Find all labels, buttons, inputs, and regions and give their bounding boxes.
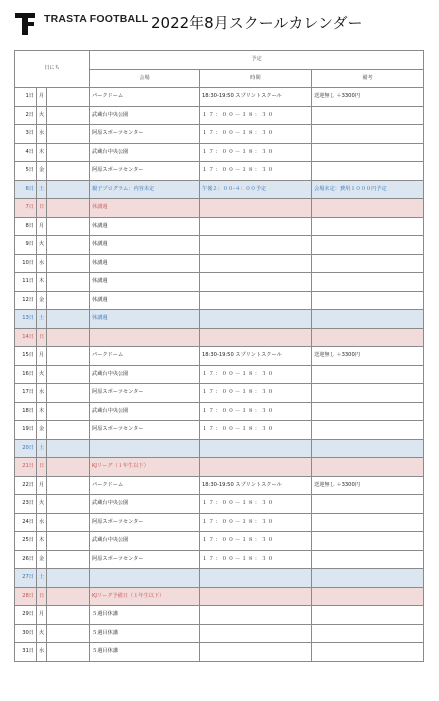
- day-cell: 1日: [15, 88, 37, 107]
- day-cell: 7日: [15, 199, 37, 218]
- venue-cell: KJリーグ（１年生以下）: [90, 458, 200, 477]
- day-cell: 30日: [15, 624, 37, 643]
- time-cell: [200, 273, 312, 292]
- weekday-cell: 金: [37, 550, 47, 569]
- table-row: [15, 162, 424, 181]
- time-cell: 18:30-19:50 スプリントスクール: [200, 88, 312, 107]
- venue-cell: 阿原スポーツセンター: [90, 550, 200, 569]
- weekday-cell: 金: [37, 291, 47, 310]
- time-cell: １７：００－１８：３０: [200, 495, 312, 514]
- venue-cell: KJリーグ予備日（１年生以下）: [90, 587, 200, 606]
- table-row: [15, 384, 424, 403]
- blank-cell: [47, 125, 90, 144]
- day-cell: 21日: [15, 458, 37, 477]
- weekday-cell: 火: [37, 236, 47, 255]
- time-cell: １７：００－１８：３０: [200, 143, 312, 162]
- note-header: 備考: [312, 69, 424, 88]
- weekday-cell: 土: [37, 569, 47, 588]
- time-cell: [200, 587, 312, 606]
- blank-cell: [47, 199, 90, 218]
- note-cell: [312, 106, 424, 125]
- venue-cell: ５週目休講: [90, 643, 200, 662]
- blank-cell: [47, 476, 90, 495]
- page-title: 2022年8月スクールカレンダー: [151, 14, 363, 32]
- weekday-cell: 火: [37, 365, 47, 384]
- blank-cell: [47, 310, 90, 329]
- time-cell: １７：００－１８：３０: [200, 421, 312, 440]
- day-header: 日にち: [15, 51, 90, 88]
- time-header: 時間: [200, 69, 312, 88]
- weekday-cell: 月: [37, 606, 47, 625]
- venue-cell: 休講週: [90, 217, 200, 236]
- venue-header: 会場: [90, 69, 200, 88]
- note-cell: [312, 421, 424, 440]
- weekday-cell: 日: [37, 458, 47, 477]
- day-cell: 16日: [15, 365, 37, 384]
- note-cell: [312, 199, 424, 218]
- table-row: [15, 550, 424, 569]
- table-row: [15, 310, 424, 329]
- weekday-cell: 月: [37, 88, 47, 107]
- note-cell: [312, 439, 424, 458]
- venue-cell: 阿原スポーツセンター: [90, 513, 200, 532]
- blank-cell: [47, 347, 90, 366]
- time-cell: １７：００－１８：３０: [200, 384, 312, 403]
- day-cell: 23日: [15, 495, 37, 514]
- blank-cell: [47, 643, 90, 662]
- time-cell: [200, 606, 312, 625]
- time-cell: [200, 643, 312, 662]
- note-cell: [312, 310, 424, 329]
- venue-cell: 休講週: [90, 273, 200, 292]
- venue-cell: 阿原スポーツセンター: [90, 421, 200, 440]
- blank-cell: [47, 273, 90, 292]
- note-cell: [312, 402, 424, 421]
- blank-cell: [47, 458, 90, 477]
- table-row: [15, 439, 424, 458]
- note-cell: 会場未定：費用１０００円予定: [312, 180, 424, 199]
- blank-cell: [47, 606, 90, 625]
- calendar-body: [15, 88, 424, 662]
- table-row: [15, 513, 424, 532]
- blank-cell: [47, 421, 90, 440]
- time-cell: [200, 199, 312, 218]
- table-row: [15, 402, 424, 421]
- day-cell: 5日: [15, 162, 37, 181]
- table-row: [15, 236, 424, 255]
- blank-cell: [47, 439, 90, 458]
- blank-cell: [47, 106, 90, 125]
- day-cell: 27日: [15, 569, 37, 588]
- time-cell: １７：００－１８：３０: [200, 365, 312, 384]
- venue-cell: 休講週: [90, 254, 200, 273]
- blank-cell: [47, 513, 90, 532]
- time-cell: [200, 624, 312, 643]
- venue-cell: [90, 439, 200, 458]
- day-cell: 10日: [15, 254, 37, 273]
- venue-cell: 武蔵台中央公園: [90, 143, 200, 162]
- day-cell: 12日: [15, 291, 37, 310]
- blank-cell: [47, 143, 90, 162]
- table-row: [15, 143, 424, 162]
- blank-cell: [47, 550, 90, 569]
- time-cell: [200, 254, 312, 273]
- blank-cell: [47, 291, 90, 310]
- day-cell: 15日: [15, 347, 37, 366]
- table-row: [15, 88, 424, 107]
- note-cell: [312, 532, 424, 551]
- day-cell: 18日: [15, 402, 37, 421]
- note-cell: 送迎無し ＋3300円: [312, 476, 424, 495]
- weekday-cell: 火: [37, 624, 47, 643]
- weekday-cell: 土: [37, 310, 47, 329]
- weekday-cell: 木: [37, 402, 47, 421]
- time-cell: １７：００－１８：３０: [200, 513, 312, 532]
- table-row: [15, 365, 424, 384]
- day-cell: 24日: [15, 513, 37, 532]
- venue-cell: 武蔵台中央公園: [90, 495, 200, 514]
- table-row: [15, 347, 424, 366]
- weekday-cell: 日: [37, 199, 47, 218]
- note-cell: [312, 273, 424, 292]
- table-row: [15, 421, 424, 440]
- note-cell: [312, 643, 424, 662]
- weekday-cell: 水: [37, 384, 47, 403]
- note-cell: [312, 236, 424, 255]
- weekday-cell: 月: [37, 347, 47, 366]
- table-row: [15, 291, 424, 310]
- schedule-header: 予定: [90, 51, 424, 70]
- note-cell: [312, 217, 424, 236]
- note-cell: [312, 550, 424, 569]
- time-cell: [200, 439, 312, 458]
- blank-cell: [47, 162, 90, 181]
- blank-cell: [47, 569, 90, 588]
- time-cell: [200, 217, 312, 236]
- table-row: [15, 458, 424, 477]
- time-cell: [200, 569, 312, 588]
- venue-cell: ５週目休講: [90, 624, 200, 643]
- brand-name: TRASTA FOOTBALL: [44, 13, 149, 25]
- venue-cell: ５週目休講: [90, 606, 200, 625]
- day-cell: 3日: [15, 125, 37, 144]
- venue-cell: 休講週: [90, 236, 200, 255]
- day-cell: 19日: [15, 421, 37, 440]
- weekday-cell: 日: [37, 587, 47, 606]
- weekday-cell: 水: [37, 643, 47, 662]
- time-cell: １７：００－１８：３０: [200, 162, 312, 181]
- venue-cell: 休講週: [90, 199, 200, 218]
- venue-cell: 阿原スポーツセンター: [90, 384, 200, 403]
- day-cell: 20日: [15, 439, 37, 458]
- time-cell: [200, 291, 312, 310]
- weekday-cell: 金: [37, 421, 47, 440]
- note-cell: [312, 328, 424, 347]
- venue-cell: 武蔵台中央公園: [90, 365, 200, 384]
- note-cell: [312, 513, 424, 532]
- day-cell: 6日: [15, 180, 37, 199]
- blank-cell: [47, 328, 90, 347]
- table-row: [15, 587, 424, 606]
- venue-cell: 阿原スポーツセンター: [90, 125, 200, 144]
- venue-cell: 武蔵台中央公園: [90, 106, 200, 125]
- venue-cell: 武蔵台中央公園: [90, 402, 200, 421]
- weekday-cell: 金: [37, 162, 47, 181]
- time-cell: 18:30-19:50 スプリントスクール: [200, 476, 312, 495]
- time-cell: [200, 458, 312, 477]
- time-cell: 午後２：００-４：００予定: [200, 180, 312, 199]
- time-cell: [200, 310, 312, 329]
- weekday-cell: 火: [37, 106, 47, 125]
- blank-cell: [47, 365, 90, 384]
- note-cell: [312, 254, 424, 273]
- blank-cell: [47, 495, 90, 514]
- note-cell: [312, 365, 424, 384]
- table-row: [15, 624, 424, 643]
- weekday-cell: 木: [37, 273, 47, 292]
- time-cell: [200, 328, 312, 347]
- venue-cell: [90, 569, 200, 588]
- day-cell: 14日: [15, 328, 37, 347]
- table-row: [15, 199, 424, 218]
- weekday-cell: 木: [37, 532, 47, 551]
- note-cell: [312, 495, 424, 514]
- table-row: [15, 106, 424, 125]
- time-cell: [200, 236, 312, 255]
- venue-cell: 武蔵台中央公園: [90, 532, 200, 551]
- blank-cell: [47, 217, 90, 236]
- day-cell: 28日: [15, 587, 37, 606]
- note-cell: 送迎無し ＋3300円: [312, 88, 424, 107]
- blank-cell: [47, 254, 90, 273]
- table-row: [15, 273, 424, 292]
- trasta-logo-icon: [14, 12, 36, 36]
- note-cell: [312, 458, 424, 477]
- time-cell: １７：００－１８：３０: [200, 550, 312, 569]
- day-cell: 17日: [15, 384, 37, 403]
- weekday-cell: 水: [37, 513, 47, 532]
- blank-cell: [47, 180, 90, 199]
- time-cell: １７：００－１８：３０: [200, 532, 312, 551]
- venue-cell: パークドーム: [90, 88, 200, 107]
- day-cell: 31日: [15, 643, 37, 662]
- table-row: [15, 476, 424, 495]
- note-cell: [312, 569, 424, 588]
- venue-cell: 親子プログラム：内容未定: [90, 180, 200, 199]
- day-cell: 29日: [15, 606, 37, 625]
- venue-cell: 阿原スポーツセンター: [90, 162, 200, 181]
- day-cell: 26日: [15, 550, 37, 569]
- day-cell: 25日: [15, 532, 37, 551]
- table-row: [15, 495, 424, 514]
- note-cell: [312, 291, 424, 310]
- day-cell: 2日: [15, 106, 37, 125]
- weekday-cell: 火: [37, 495, 47, 514]
- blank-cell: [47, 532, 90, 551]
- note-cell: [312, 606, 424, 625]
- table-row: [15, 180, 424, 199]
- weekday-cell: 土: [37, 439, 47, 458]
- table-row: [15, 254, 424, 273]
- note-cell: [312, 384, 424, 403]
- blank-cell: [47, 384, 90, 403]
- day-cell: 9日: [15, 236, 37, 255]
- note-cell: [312, 624, 424, 643]
- note-cell: [312, 587, 424, 606]
- time-cell: 18:30-19:50 スプリントスクール: [200, 347, 312, 366]
- day-cell: 11日: [15, 273, 37, 292]
- weekday-cell: 水: [37, 125, 47, 144]
- table-row: [15, 606, 424, 625]
- day-cell: 8日: [15, 217, 37, 236]
- table-row: [15, 125, 424, 144]
- venue-cell: パークドーム: [90, 476, 200, 495]
- table-row: [15, 532, 424, 551]
- time-cell: １７：００－１８：３０: [200, 106, 312, 125]
- weekday-cell: 木: [37, 143, 47, 162]
- table-row: [15, 643, 424, 662]
- day-cell: 22日: [15, 476, 37, 495]
- note-cell: [312, 162, 424, 181]
- time-cell: １７：００－１８：３０: [200, 125, 312, 144]
- table-row: [15, 217, 424, 236]
- blank-cell: [47, 587, 90, 606]
- note-cell: [312, 125, 424, 144]
- venue-cell: 休講週: [90, 310, 200, 329]
- venue-cell: [90, 328, 200, 347]
- time-cell: １７：００－１８：３０: [200, 402, 312, 421]
- table-row: [15, 569, 424, 588]
- day-cell: 13日: [15, 310, 37, 329]
- table-row: [15, 328, 424, 347]
- note-cell: [312, 143, 424, 162]
- weekday-cell: 日: [37, 328, 47, 347]
- weekday-cell: 月: [37, 476, 47, 495]
- weekday-cell: 水: [37, 254, 47, 273]
- school-calendar-table: [14, 50, 424, 662]
- blank-cell: [47, 402, 90, 421]
- page-header: [14, 8, 434, 44]
- venue-cell: 休講週: [90, 291, 200, 310]
- blank-cell: [47, 88, 90, 107]
- weekday-cell: 土: [37, 180, 47, 199]
- blank-cell: [47, 624, 90, 643]
- venue-cell: パークドーム: [90, 347, 200, 366]
- day-cell: 4日: [15, 143, 37, 162]
- blank-cell: [47, 236, 90, 255]
- weekday-cell: 月: [37, 217, 47, 236]
- note-cell: 送迎無し ＋3300円: [312, 347, 424, 366]
